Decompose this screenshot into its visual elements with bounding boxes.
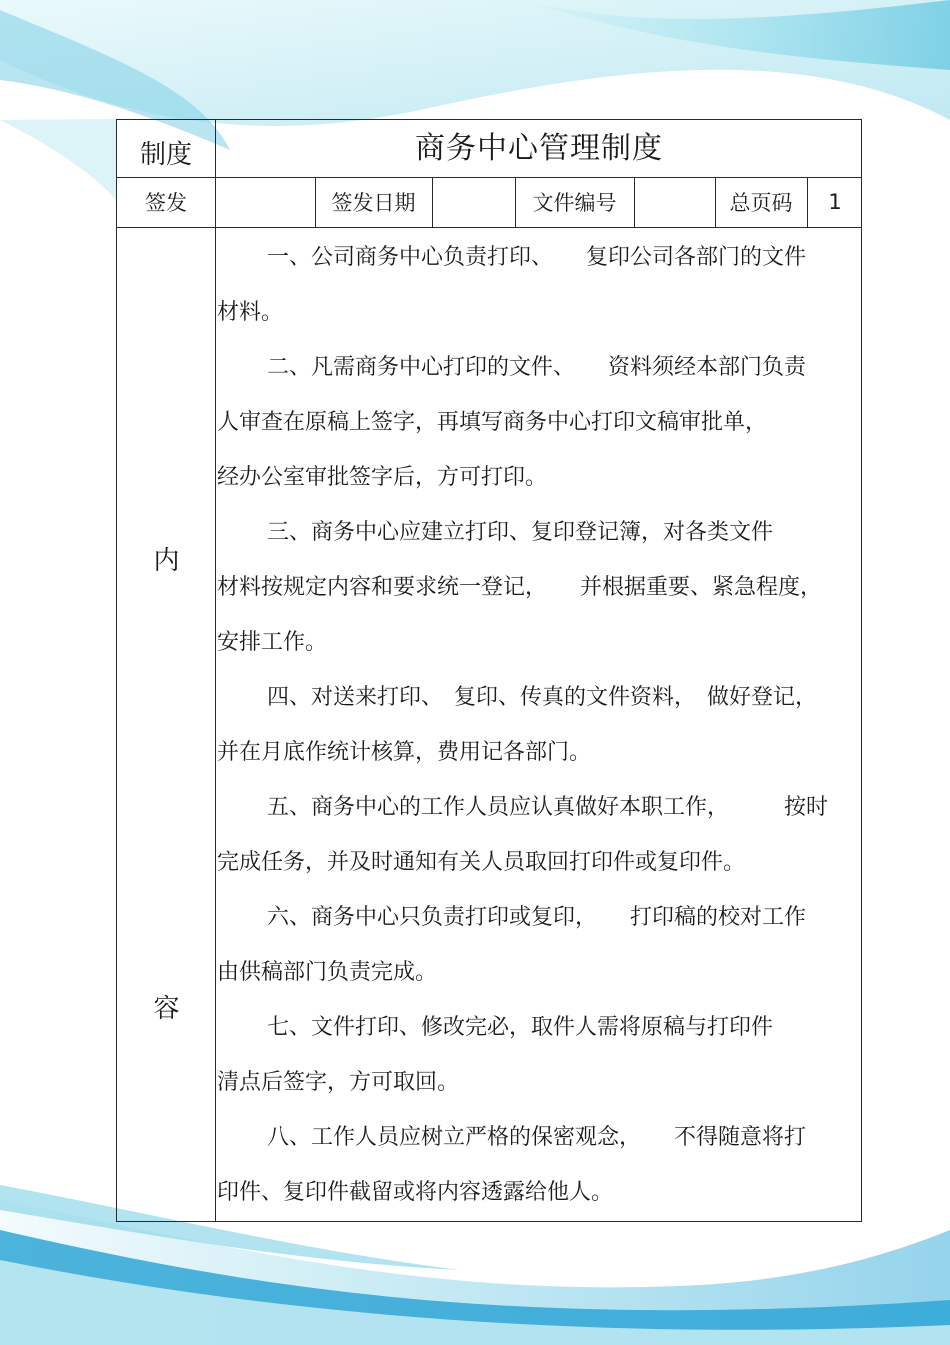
issue-value [215,177,315,227]
category-label: 制度 [139,140,192,170]
column-divider [215,120,216,1221]
document-title: 商务中心管理制度 [415,131,663,166]
issue-date-label: 签发日期 [331,191,416,215]
total-pages-label: 总页码 [729,191,793,215]
paragraph-2: 二、凡需商务中心打印的文件、 资料须经本部门负责 人审查在原稿上签字，再填写商务中心打印文稿审批单， 经办公室审批签字后，方可打印。 [217,355,807,490]
paragraph-6: 六、商务中心只负责打印或复印， 打印稿的校对工作 由供稿部门负责完成。 [217,905,807,985]
paragraph-8: 八、工作人员应树立严格的保密观念， 不得随意将打 印件、复印件截留或将内容透露给他人。 [217,1125,807,1205]
total-pages-value: 1 [828,190,842,214]
paragraph-5: 五、商务中心的工作人员应认真做好本职工作， 按时 完成任务，并及时通知有关人员取回打印件或复印件。 [217,795,829,875]
doc-number-value [634,177,715,227]
paragraph-4: 四、对送来打印、 复印、传真的文件资料， 做好登记， 并在月底作统计核算，费用记各部门。 [217,685,818,765]
issue-date-value [432,177,515,227]
paragraph-7: 七、文件打印、修改完必，取件人需将原稿与打印件 清点后签字，方可取回。 [217,1015,774,1095]
regulation-content [217,230,853,1220]
paragraph-1: 一、公司商务中心负责打印、 复印公司各部门的文件 材料。 [217,245,807,325]
side-label-char-2: 容 [153,994,180,1024]
regulation-table [116,119,862,1222]
issue-label: 签发 [145,191,187,215]
row-divider [117,227,861,228]
side-label-char-1: 内 [153,546,180,576]
paragraph-3: 三、商务中心应建立打印、复印登记簿，对各类文件 材料按规定内容和要求统一登记， 并根据重要、紧急程度， 安排工作。 [217,520,823,655]
doc-number-label: 文件编号 [532,191,617,215]
